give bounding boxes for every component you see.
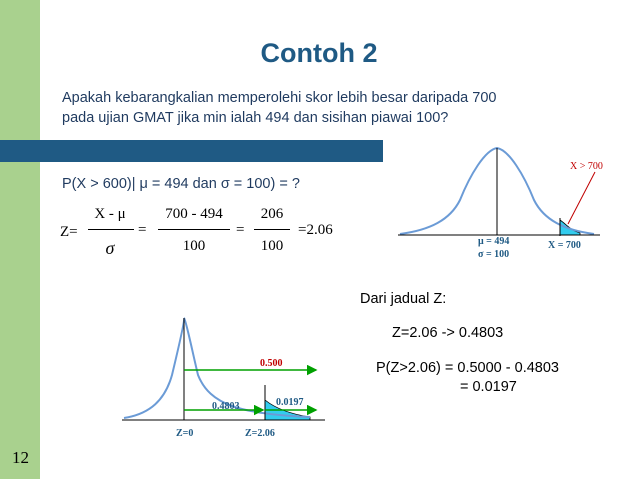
top-mu-label: μ = 494 xyxy=(478,236,510,247)
probability-question: P(X > 600)| μ = 494 dan σ = 100) = ? xyxy=(62,176,300,192)
top-region-label: X > 700 xyxy=(570,161,603,172)
slide-number: 12 xyxy=(12,448,29,467)
question-line-2: pada ujian GMAT jika min ialah 494 dan sisihan piawai 100? xyxy=(62,110,449,126)
fraction-bar-2 xyxy=(158,229,230,230)
solution-calc-line-1: P(Z>2.06) = 0.5000 - 0.4803 xyxy=(376,360,559,376)
formula-den-2: 100 xyxy=(182,238,206,254)
solution-heading: Dari jadual Z: xyxy=(360,291,447,307)
formula-num-3: 206 xyxy=(260,206,284,222)
slide-title: Contoh 2 xyxy=(260,38,378,68)
formula-den-1: σ xyxy=(105,238,115,258)
formula-den-3: 100 xyxy=(260,238,284,254)
top-tail-shade xyxy=(560,220,580,235)
top-x-label: X = 700 xyxy=(548,240,581,251)
formula-eq-2: = xyxy=(236,222,245,238)
solution-calc-line-2: = 0.0197 xyxy=(460,379,517,395)
formula-lhs: Z= xyxy=(60,224,78,240)
decorative-blue-bar xyxy=(0,140,383,162)
question-text xyxy=(62,88,622,128)
tail-area-label: 0.0197 xyxy=(276,397,304,408)
z206-label: Z=2.06 xyxy=(245,428,275,439)
bottom-normal-curve-figure xyxy=(120,310,340,445)
formula-num-1: X - μ xyxy=(94,206,126,222)
formula-num-2: 700 - 494 xyxy=(165,206,223,222)
top-normal-curve-figure xyxy=(390,140,630,270)
z0-label: Z=0 xyxy=(176,428,194,439)
question-line-1: Apakah kebarangkalian memperolehi skor lebih besar daripada 700 xyxy=(62,90,497,106)
formula-eq-1: = xyxy=(138,222,147,238)
top-region-pointer xyxy=(568,172,595,224)
top-sigma-label: σ = 100 xyxy=(478,249,510,260)
formula-result: =2.06 xyxy=(298,222,333,238)
decorative-green-bar xyxy=(0,0,40,479)
upper-half-label: 0.500 xyxy=(260,358,283,369)
middle-area-label: 0.4803 xyxy=(212,401,240,412)
fraction-bar-1 xyxy=(88,229,134,230)
solution-lookup: Z=2.06 -> 0.4803 xyxy=(392,325,504,341)
fraction-bar-3 xyxy=(254,229,290,230)
